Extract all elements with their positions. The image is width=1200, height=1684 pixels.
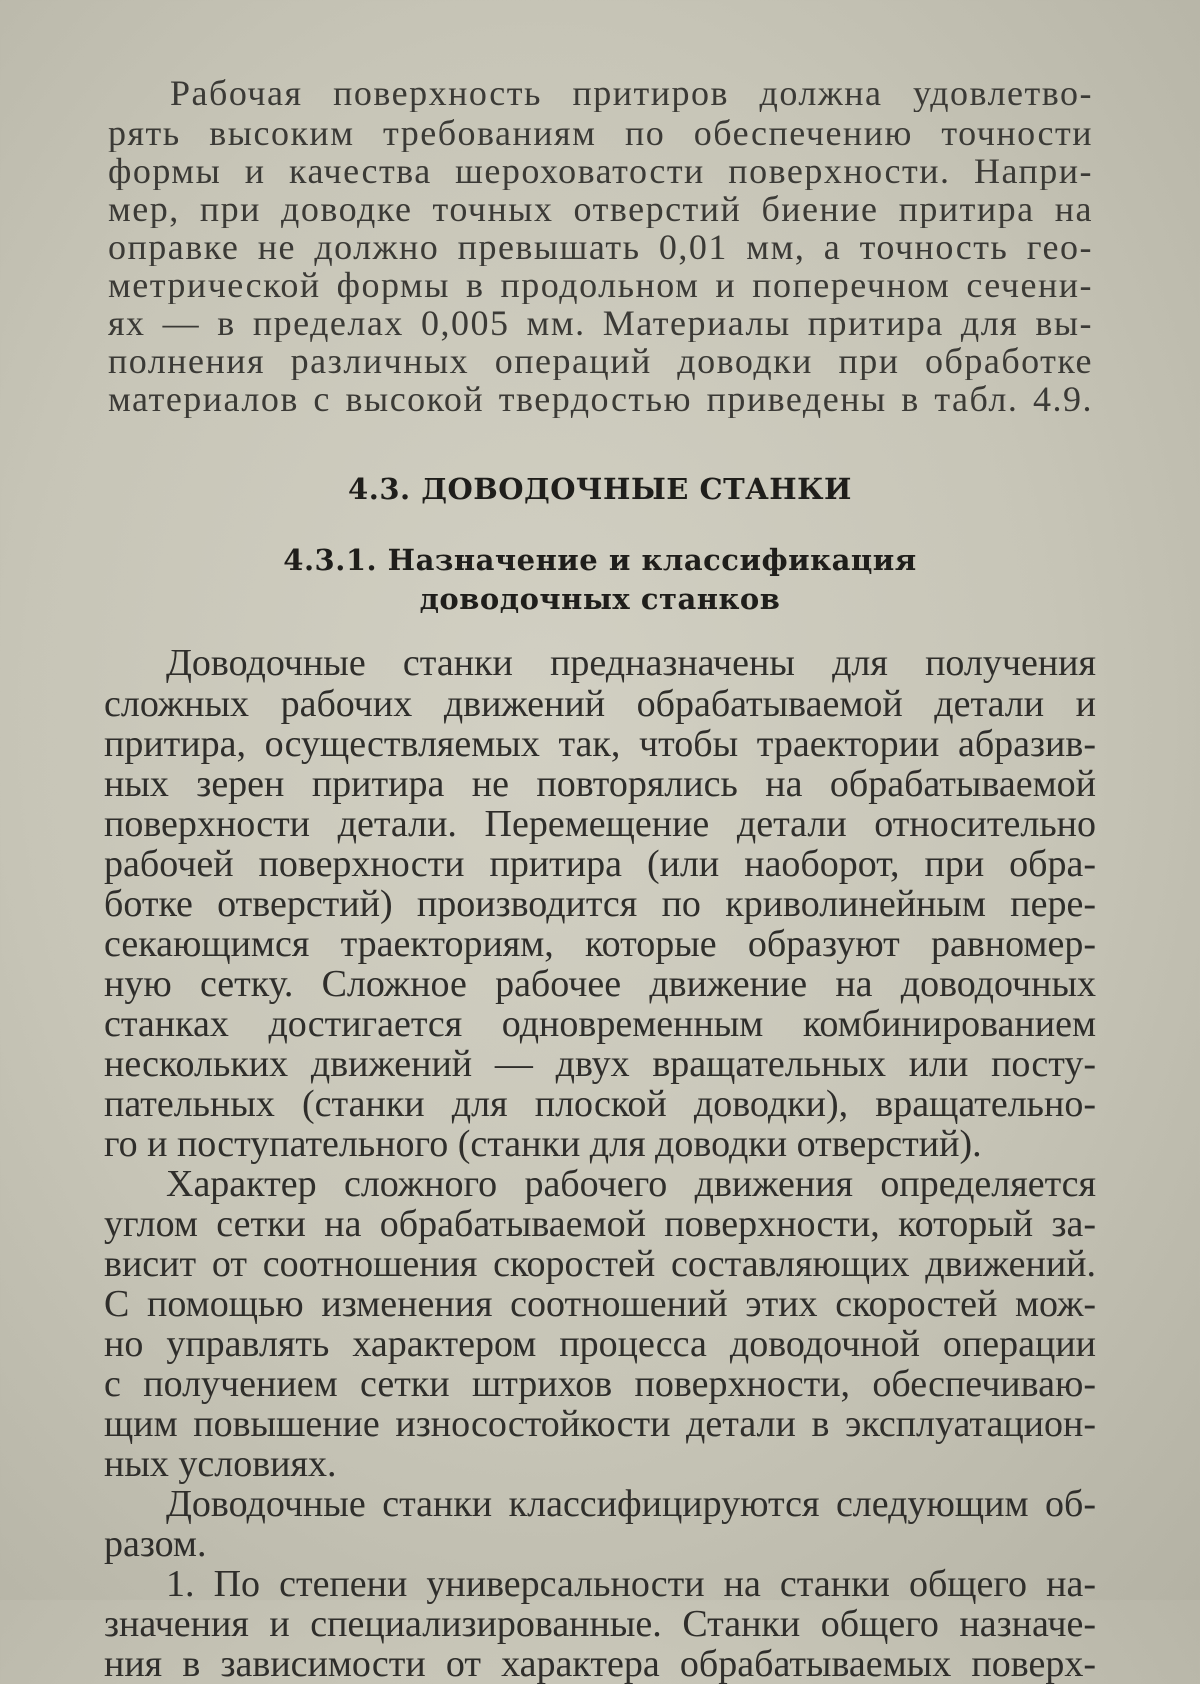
text-line: но управлять характером процесса доводочной операции [104, 1324, 1096, 1364]
text-line: ботке отверстий) производится по криволинейным пере- [104, 884, 1096, 924]
text-line: ную сетку. Сложное рабочее движение на доводочных [104, 964, 1096, 1004]
section-heading: 4.3. ДОВОДОЧНЫЕ СТАНКИ [348, 472, 852, 506]
text-line: поверхности детали. Перемещение детали относительно [104, 804, 1096, 844]
text-line: рять высоким требованиям по обеспечению точности [108, 114, 1093, 152]
text-line: притира, осуществляемых так, чтобы траектории абразив- [104, 724, 1096, 764]
text-line: с получением сетки штрихов поверхности, обеспечиваю- [104, 1364, 1096, 1404]
text-line: пательных (станки для плоской доводки), вращательно- [104, 1084, 1096, 1124]
text-line: значения и специализированные. Станки общего назначе- [104, 1604, 1096, 1644]
text-line: го и поступательного (станки для доводки отверстий). [104, 1124, 982, 1164]
text-line: висит от соотношения скоростей составляющих движений. [104, 1244, 1096, 1284]
subsection-heading-line-1: 4.3.1. Назначение и классификация [283, 543, 917, 577]
text-line: щим повышение износостойкости детали в эксплуатацион- [104, 1404, 1096, 1444]
text-line: материалов с высокой твердостью приведены в табл. 4.9. [108, 380, 1093, 418]
text-line: полнения различных операций доводки при обработке [108, 342, 1093, 380]
text-line: Рабочая поверхность притиров должна удовлетво- [170, 74, 1093, 112]
text-line: разом. [104, 1524, 207, 1564]
text-line: формы и качества шероховатости поверхности. Напри- [108, 152, 1093, 190]
text-line: метрической формы в продольном и поперечном сечени- [108, 266, 1093, 304]
text-line: Характер сложного рабочего движения определяется [166, 1164, 1096, 1204]
text-line: Доводочные станки классифицируются следующим об- [166, 1484, 1096, 1524]
text-line: рабочей поверхности притира (или наоборот, при обра- [104, 844, 1096, 884]
text-line: 1. По степени универсальности на станки общего на- [166, 1564, 1096, 1604]
text-line: секающимся траекториям, которые образуют равномер- [104, 924, 1096, 964]
text-line: углом сетки на обрабатываемой поверхности, который за- [104, 1204, 1096, 1244]
text-line: ных зерен притира не повторялись на обрабатываемой [104, 764, 1096, 804]
text-line: нескольких движений — двух вращательных или посту- [104, 1044, 1096, 1084]
text-line: ных условиях. [104, 1444, 337, 1484]
subsection-heading-line-2: доводочных станков [419, 582, 781, 616]
text-line: оправке не должно превышать 0,01 мм, а точность гео- [108, 228, 1093, 266]
text-line: ния в зависимости от характера обрабатываемых поверх- [104, 1644, 1096, 1684]
text-line: станках достигается одновременным комбинированием [104, 1004, 1096, 1044]
text-line: С помощью изменения соотношений этих скоростей мож- [104, 1284, 1096, 1324]
text-line: сложных рабочих движений обрабатываемой детали и [104, 684, 1096, 724]
text-line: ях — в пределах 0,005 мм. Материалы притира для вы- [108, 304, 1093, 342]
text-line: мер, при доводке точных отверстий биение притира на [108, 190, 1093, 228]
text-line: Доводочные станки предназначены для получения [166, 643, 1096, 683]
